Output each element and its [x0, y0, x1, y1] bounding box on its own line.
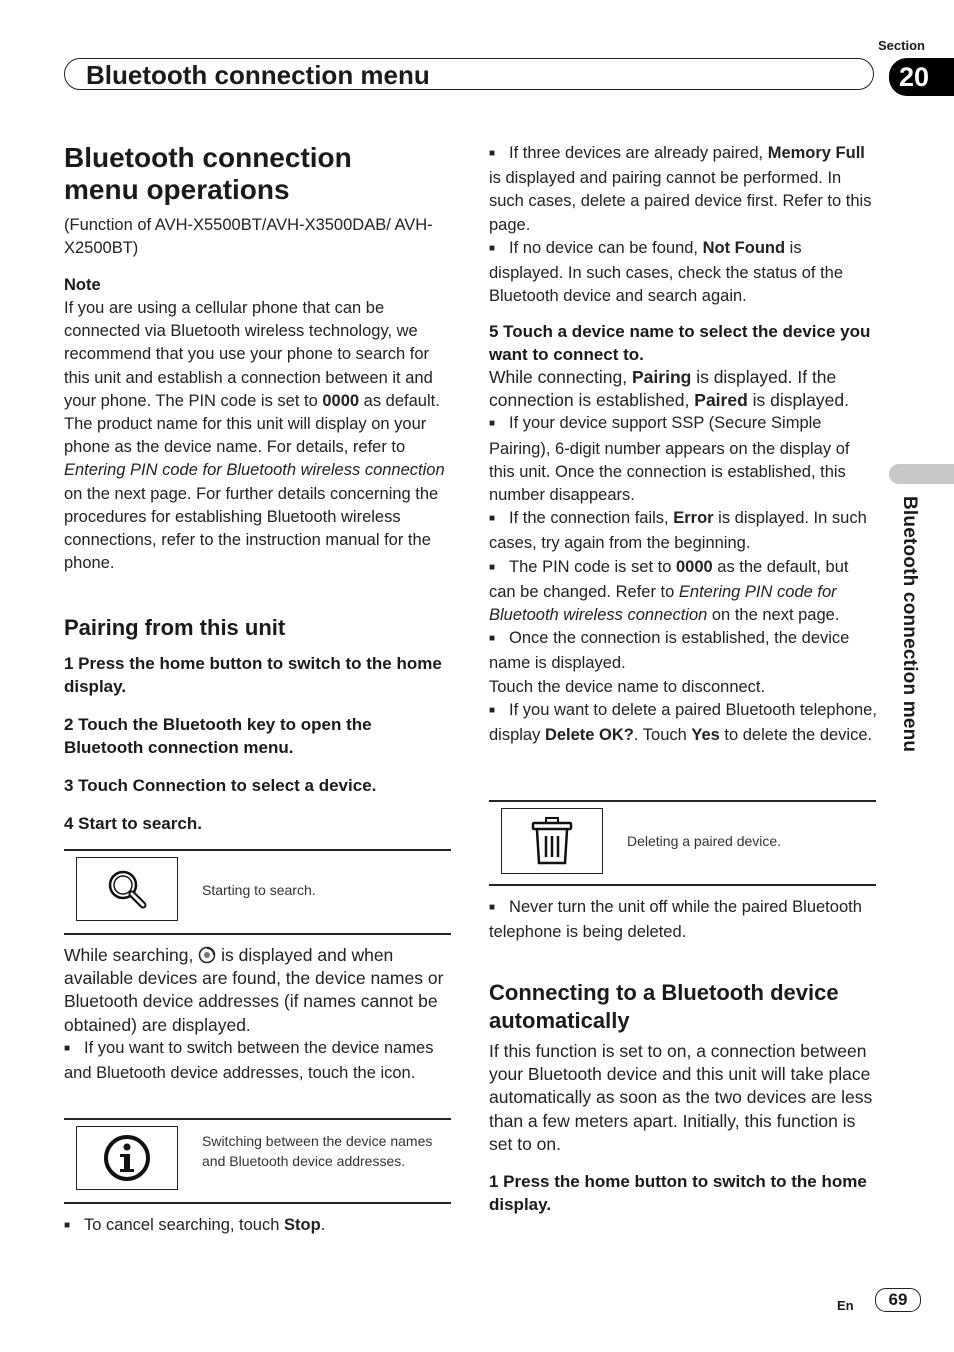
figure-delete: [489, 800, 876, 886]
page-title: Bluetooth connection menu operations: [64, 142, 352, 205]
auto-connect-heading: Connecting to a Bluetooth device automatically: [489, 980, 839, 1033]
figure-caption-switch: Switching between the device names and Bluetooth device addresses.: [202, 1133, 433, 1169]
info-key-image: [76, 1126, 178, 1190]
section-label: Section: [878, 38, 925, 53]
searching-block: [64, 944, 452, 1085]
bullet-not-found: ■ If no device can be found, Not Found is displayed. In such cases, check the status of the Bluetooth device and search again.: [489, 237, 877, 309]
step-5: 5 Touch a device name to select the device you want to connect to.: [489, 322, 871, 365]
header-title: Bluetooth connection menu: [86, 60, 430, 90]
bullet-never-turn-off: ■ Never turn the unit off while the paired Bluetooth telephone is being deleted.: [489, 896, 877, 944]
pairing-heading: Pairing from this unit: [64, 615, 286, 640]
auto-step-1: 1 Press the home button to switch to the home display.: [489, 1172, 867, 1215]
step-2: 2 Touch the Bluetooth key to open the Bluetooth connection menu.: [64, 715, 372, 758]
figure-caption-delete: Deleting a paired device.: [627, 833, 782, 849]
touch-disconnect-text: Touch the device name to disconnect.: [489, 677, 766, 696]
bullet-memory-full: ■ If three devices are already paired, Memory Full is displayed and pairing cannot be performed. In such cases, delete a paired device first. Refer to this page.: [489, 142, 877, 237]
note-title: Note: [64, 276, 101, 294]
figure-switch: [64, 1118, 451, 1204]
language-label: En: [837, 1298, 854, 1313]
bullet-error: ■ If the connection fails, Error is displayed. In such cases, try again from the beginning.: [489, 507, 877, 555]
bullet-cancel: ■ To cancel searching, touch Stop.: [64, 1214, 452, 1239]
searching-text: While searching, is displayed and when available devices are found, the device names or Bluetooth device addresses (if names cannot be obtained) are displayed.: [64, 945, 444, 1035]
search-key-image: [76, 857, 178, 921]
page-number: 69: [875, 1288, 921, 1312]
note-text: If you are using a cellular phone that can be connected via Bluetooth wireless technology, we recommend that you use your phone to search for this unit and establish a connection between it and your phone. The PIN code is set to 0000 as default. The product name for this unit will display on your phone as the device name. For details, refer to Entering PIN code for Bluetooth wireless connection on the next page. For further details concerning the procedures for establishing Bluetooth wireless connections, refer to the instruction manual for the phone.: [64, 299, 445, 573]
auto-connect-text: If this function is set to on, a connection between your Bluetooth device and this unit will take place automatically as soon as the two devices are less than a few meters apart. Initially, this function is set to on.: [489, 1041, 873, 1154]
step-1: 1 Press the home button to switch to the home display.: [64, 654, 442, 697]
right-bullets-top: [489, 142, 877, 308]
note-block: [64, 276, 452, 575]
figure-caption-search: Starting to search.: [202, 882, 316, 898]
bullet-pin: ■ The PIN code is set to 0000 as the default, but can be changed. Refer to Entering PIN code for Bluetooth wireless connection on the next page.: [489, 556, 877, 628]
step-4: 4 Start to search.: [64, 814, 202, 833]
bullet-switch: ■ If you want to switch between the device names and Bluetooth device addresses, touch the icon.: [64, 1037, 452, 1085]
connection-status-text: While connecting, Pairing is displayed. If the connection is established, Paired is displayed.: [489, 367, 849, 411]
section-number-badge: 20: [889, 58, 954, 96]
bullet-delete: ■ If you want to delete a paired Bluetooth telephone, display Delete OK?. Touch Yes to delete the device.: [489, 699, 877, 747]
bullet-ssp: ■ If your device support SSP (Secure Simple Pairing), 6-digit number appears on the display of this unit. Once the connection is established, this number disappears.: [489, 412, 877, 507]
side-tab-text: Bluetooth connection menu: [899, 496, 920, 753]
figure-search: [64, 849, 451, 935]
connection-block: [489, 366, 877, 747]
trash-icon: [530, 816, 574, 866]
function-note: (Function of AVH-X5500BT/AVH-X3500DAB/ AVH-X2500BT): [64, 216, 433, 258]
delete-key-image: [501, 808, 603, 874]
step-3: 3 Touch Connection to select a device.: [64, 776, 377, 795]
bullet-device-name: ■ Once the connection is established, the device name is displayed.: [489, 627, 877, 675]
search-icon: [103, 866, 151, 912]
info-icon: [103, 1134, 151, 1182]
side-tab-marker: [889, 464, 954, 484]
left-title-block: [64, 142, 452, 260]
searching-spinner-icon: [198, 946, 216, 964]
